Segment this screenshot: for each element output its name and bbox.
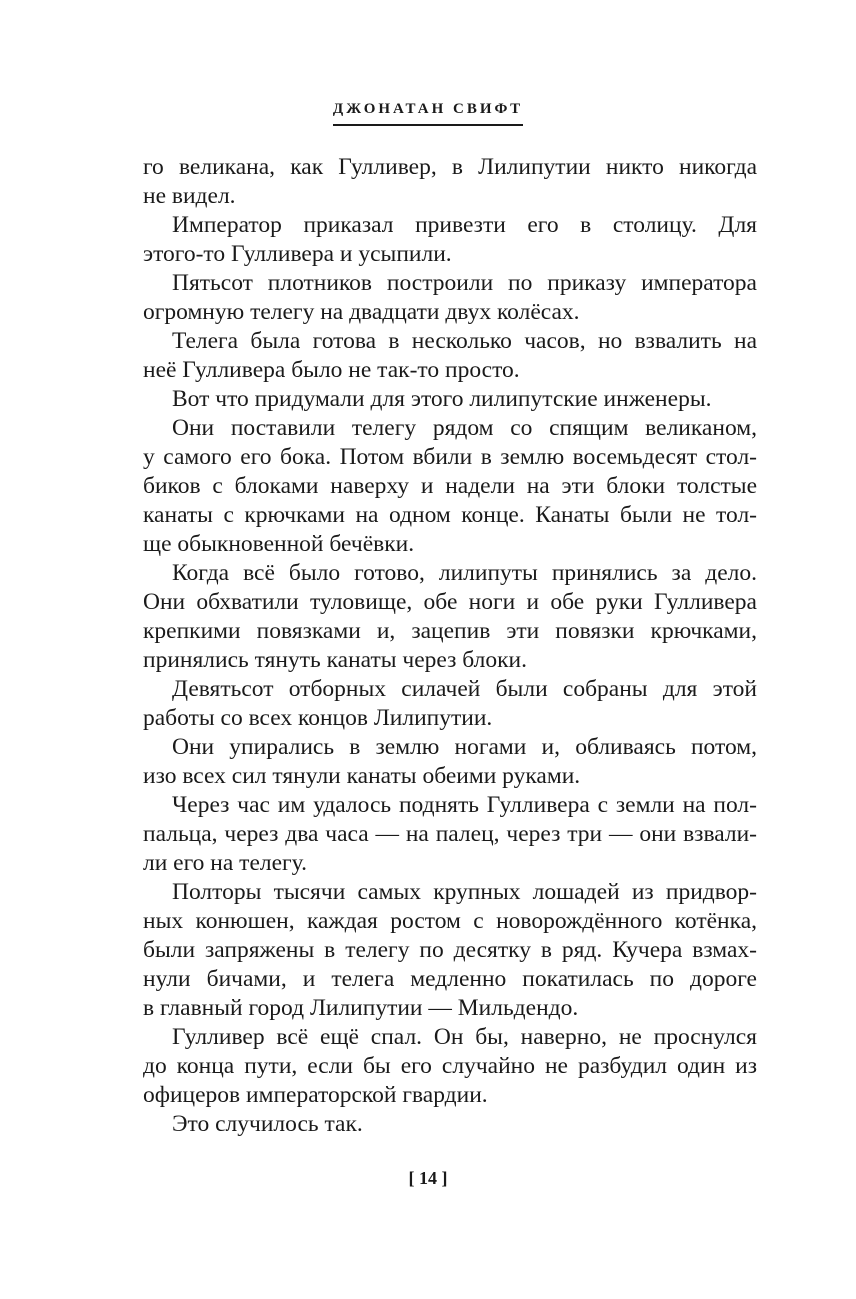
text-line: огромную телегу на двадцати двух колёсах.	[143, 299, 580, 325]
text-line: Император приказал привезти его в столицу. Для	[172, 212, 757, 238]
text-line: Гулливер всё ещё спал. Он бы, наверно, не проснулся	[172, 1024, 757, 1050]
body-text	[143, 153, 757, 1139]
text-line: Телега была готова в несколько часов, но взвалить на	[172, 328, 757, 354]
text-line: пальца, через два часа — на палец, через три — они взвали-	[143, 821, 757, 847]
text-line: у самого его бока. Потом вбили в землю восемьдесят стол-	[143, 444, 757, 470]
text-line: ще обыкновенной бечёвки.	[143, 531, 415, 557]
text-line: Вот что придумали для этого лилипутские инженеры.	[172, 386, 712, 412]
text-line: Через час им удалось поднять Гулливера с земли на пол-	[172, 792, 757, 818]
text-line: Это случилось так.	[172, 1111, 363, 1137]
text-line: этого-то Гулливера и усыпили.	[143, 241, 452, 267]
text-line: крепкими повязками и, зацепив эти повязки крючками,	[143, 618, 757, 644]
text-line: го великана, как Гулливер, в Лилипутии никто никогда	[143, 154, 757, 180]
text-line: не видел.	[143, 183, 236, 209]
text-line: биков с блоками наверху и надели на эти блоки толстые	[143, 473, 757, 499]
text-line: нули бичами, и телега медленно покатилась по дороге	[143, 966, 757, 992]
text-line: до конца пути, если бы его случайно не разбудил один из	[143, 1053, 757, 1079]
text-line: изо всех сил тянули канаты обеими руками.	[143, 763, 581, 789]
text-line: в главный город Лилипутии — Мильдендо.	[143, 995, 579, 1021]
running-title: ДЖОНАТАН СВИФТ	[333, 101, 523, 126]
text-line: Они поставили телегу рядом со спящим великаном,	[172, 415, 757, 441]
page-number: [ 14 ]	[408, 1168, 448, 1188]
text-line: Они упирались в землю ногами и, обливаясь потом,	[172, 734, 757, 760]
text-line: были запряжены в телегу по десятку в ряд. Кучера взмах-	[143, 937, 757, 963]
text-line: Они обхватили туловище, обе ноги и обе руки Гулливера	[143, 589, 757, 615]
text-line: ных конюшен, каждая ростом с новорождённого котёнка,	[143, 908, 757, 934]
text-line: Полторы тысячи самых крупных лошадей из придвор-	[172, 879, 757, 905]
text-line: Девятьсот отборных силачей были собраны для этой	[172, 676, 757, 702]
text-line: Когда всё было готово, лилипуты принялись за дело.	[172, 560, 757, 586]
text-line: канаты с крючками на одном конце. Канаты были не тол-	[143, 502, 757, 528]
text-line: Пятьсот плотников построили по приказу императора	[172, 270, 757, 296]
text-line: неё Гулливера было не так-то просто.	[143, 357, 520, 383]
text-line: принялись тянуть канаты через блоки.	[143, 647, 527, 673]
text-line: работы со всех концов Лилипутии.	[143, 705, 493, 731]
text-line: офицеров императорской гвардии.	[143, 1082, 488, 1108]
text-line: ли его на телегу.	[143, 850, 307, 876]
running-head	[0, 100, 856, 126]
